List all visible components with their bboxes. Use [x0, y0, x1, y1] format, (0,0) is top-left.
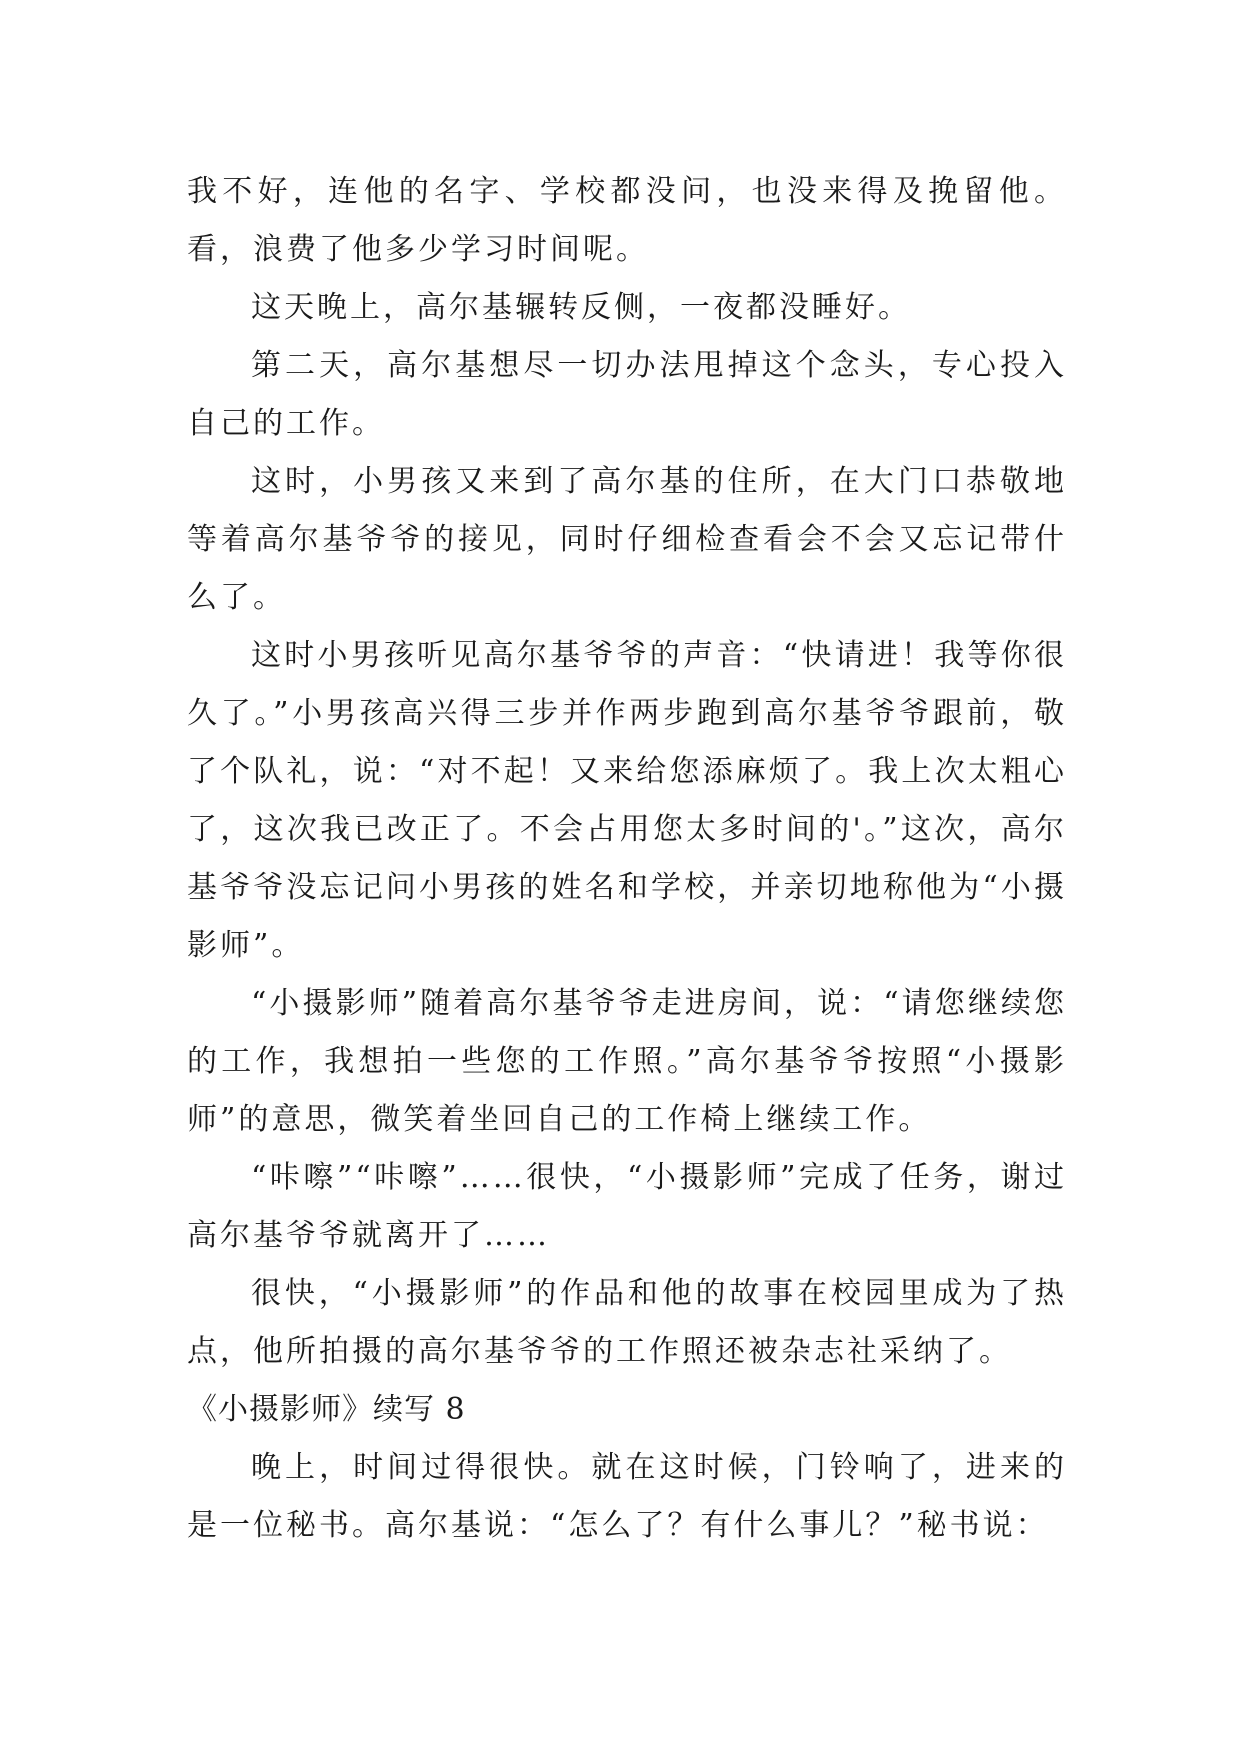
paragraph: 第二天，高尔基想尽一切办法甩掉这个念头，专心投入自己的工作。 [187, 348, 1067, 441]
document-body [187, 163, 1067, 1555]
paragraph: 我不好，连他的名字、学校都没问，也没来得及挽留他。看，浪费了他多少学习时间呢。 [187, 174, 1067, 267]
section-title: 《小摄影师》续写 8 [187, 1392, 466, 1427]
paragraph: 这时，小男孩又来到了高尔基的住所，在大门口恭敬地等着高尔基爷爷的接见，同时仔细检查看会不会又忘记带什么了。 [187, 464, 1067, 615]
paragraph: “小摄影师”随着高尔基爷爷走进房间，说：“请您继续您的工作，我想拍一些您的工作照。”高尔基爷爷按照“小摄影师”的意思，微笑着坐回自己的工作椅上继续工作。 [187, 986, 1067, 1137]
paragraph: “咔嚓”“咔嚓”……很快，“小摄影师”完成了任务，谢过高尔基爷爷就离开了…… [187, 1160, 1067, 1253]
paragraph: 这天晚上，高尔基辗转反侧，一夜都没睡好。 [251, 290, 911, 325]
paragraph: 很快，“小摄影师”的作品和他的故事在校园里成为了热点，他所拍摄的高尔基爷爷的工作照还被杂志社采纳了。 [187, 1276, 1067, 1369]
paragraph: 这时小男孩听见高尔基爷爷的声音：“快请进！我等你很久了。”小男孩高兴得三步并作两步跑到高尔基爷爷跟前，敬了个队礼，说：“对不起！又来给您添麻烦了。我上次太粗心了，这次我已改正了。不会占用您太多时间的'。”这次，高尔基爷爷没忘记问小男孩的姓名和学校，并亲切地称他为“小摄影师”。 [187, 638, 1067, 963]
paragraph: 晚上，时间过得很快。就在这时候，门铃响了，进来的是一位秘书。高尔基说：“怎么了？有什么事儿？”秘书说： [187, 1450, 1067, 1543]
